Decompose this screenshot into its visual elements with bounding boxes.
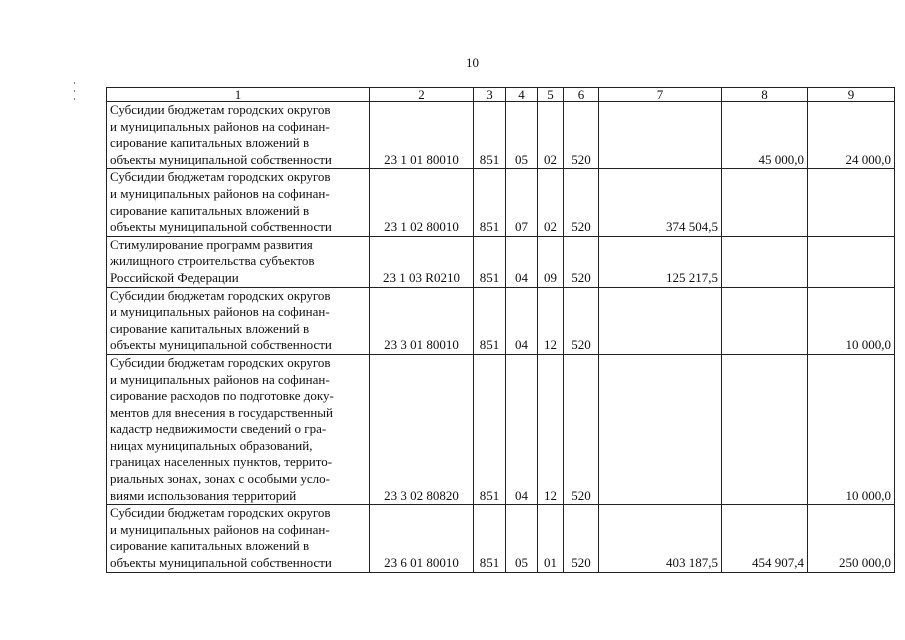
- table-row: [107, 169, 895, 236]
- row-cell: 851: [474, 169, 506, 236]
- row-cell: 851: [474, 102, 506, 169]
- column-header: 7: [599, 88, 722, 102]
- row-amount: 374 504,5: [599, 169, 722, 236]
- scan-mark: [74, 98, 75, 100]
- row-code: 23 3 01 80010: [370, 287, 474, 354]
- row-amount: 10 000,0: [808, 287, 895, 354]
- row-name: Субсидии бюджетам городских округов и муниципальных районов на софинан- сирование капитальных вложений в объекты муниципальной собственности: [107, 287, 370, 354]
- row-cell: 520: [564, 169, 599, 236]
- scan-mark: [74, 82, 75, 84]
- row-name: Стимулирование программ развития жилищного строительства субъектов Российской Федерации: [107, 236, 370, 287]
- column-header: 2: [370, 88, 474, 102]
- row-amount: 454 907,4: [722, 505, 808, 572]
- header-row: [107, 88, 895, 102]
- row-amount: 125 217,5: [599, 236, 722, 287]
- row-amount: 250 000,0: [808, 505, 895, 572]
- row-amount: [808, 169, 895, 236]
- row-cell: 01: [538, 505, 564, 572]
- row-cell: 05: [506, 102, 538, 169]
- row-cell: 02: [538, 169, 564, 236]
- column-header: 6: [564, 88, 599, 102]
- row-name: Субсидии бюджетам городских округов и муниципальных районов на софинан- сирование капитальных вложений в объекты муниципальной собственности: [107, 169, 370, 236]
- table-row: [107, 287, 895, 354]
- column-header: 5: [538, 88, 564, 102]
- row-cell: 09: [538, 236, 564, 287]
- row-amount: [808, 236, 895, 287]
- row-cell: 520: [564, 287, 599, 354]
- row-cell: 04: [506, 354, 538, 504]
- row-code: 23 1 02 80010: [370, 169, 474, 236]
- row-amount: 10 000,0: [808, 354, 895, 504]
- page-number: 10: [466, 55, 479, 70]
- table-row: [107, 354, 895, 504]
- row-name: Субсидии бюджетам городских округов и муниципальных районов на софинан- сирование капитальных вложений в объекты муниципальной собственности: [107, 505, 370, 572]
- row-amount: [722, 354, 808, 504]
- row-cell: 851: [474, 354, 506, 504]
- row-cell: 520: [564, 236, 599, 287]
- column-header: 3: [474, 88, 506, 102]
- row-code: 23 6 01 80010: [370, 505, 474, 572]
- row-cell: 520: [564, 102, 599, 169]
- column-header: 9: [808, 88, 895, 102]
- row-cell: 851: [474, 505, 506, 572]
- row-amount: 403 187,5: [599, 505, 722, 572]
- row-cell: 05: [506, 505, 538, 572]
- row-amount: [722, 236, 808, 287]
- row-code: 23 3 02 80820: [370, 354, 474, 504]
- row-amount: 24 000,0: [808, 102, 895, 169]
- table-row: [107, 102, 895, 169]
- row-cell: 02: [538, 102, 564, 169]
- row-cell: 12: [538, 287, 564, 354]
- row-amount: [599, 102, 722, 169]
- row-amount: [722, 287, 808, 354]
- row-cell: 851: [474, 236, 506, 287]
- row-code: 23 1 03 R0210: [370, 236, 474, 287]
- column-header: 1: [107, 88, 370, 102]
- row-cell: 12: [538, 354, 564, 504]
- row-cell: 04: [506, 236, 538, 287]
- row-cell: 851: [474, 287, 506, 354]
- scan-mark: [74, 90, 75, 92]
- row-amount: [599, 354, 722, 504]
- row-cell: 07: [506, 169, 538, 236]
- budget-table: [106, 87, 895, 573]
- row-code: 23 1 01 80010: [370, 102, 474, 169]
- row-amount: [722, 169, 808, 236]
- table-row: [107, 236, 895, 287]
- row-cell: 04: [506, 287, 538, 354]
- row-amount: [599, 287, 722, 354]
- row-name: Субсидии бюджетам городских округов и муниципальных районов на софинан- сирование капитальных вложений в объекты муниципальной собственности: [107, 102, 370, 169]
- column-header: 8: [722, 88, 808, 102]
- row-amount: 45 000,0: [722, 102, 808, 169]
- row-name: Субсидии бюджетам городских округов и муниципальных районов на софинан- сирование расходов по подготовке доку- ментов для внесения в государственный кадастр недвижимости сведений о гра- ницах муниципальных образований, границах населенных пунктов, террито- риальных зонах, зонах с особыми усло- виями использования территорий: [107, 354, 370, 504]
- table-row: [107, 505, 895, 572]
- row-cell: 520: [564, 354, 599, 504]
- row-cell: 520: [564, 505, 599, 572]
- column-header: 4: [506, 88, 538, 102]
